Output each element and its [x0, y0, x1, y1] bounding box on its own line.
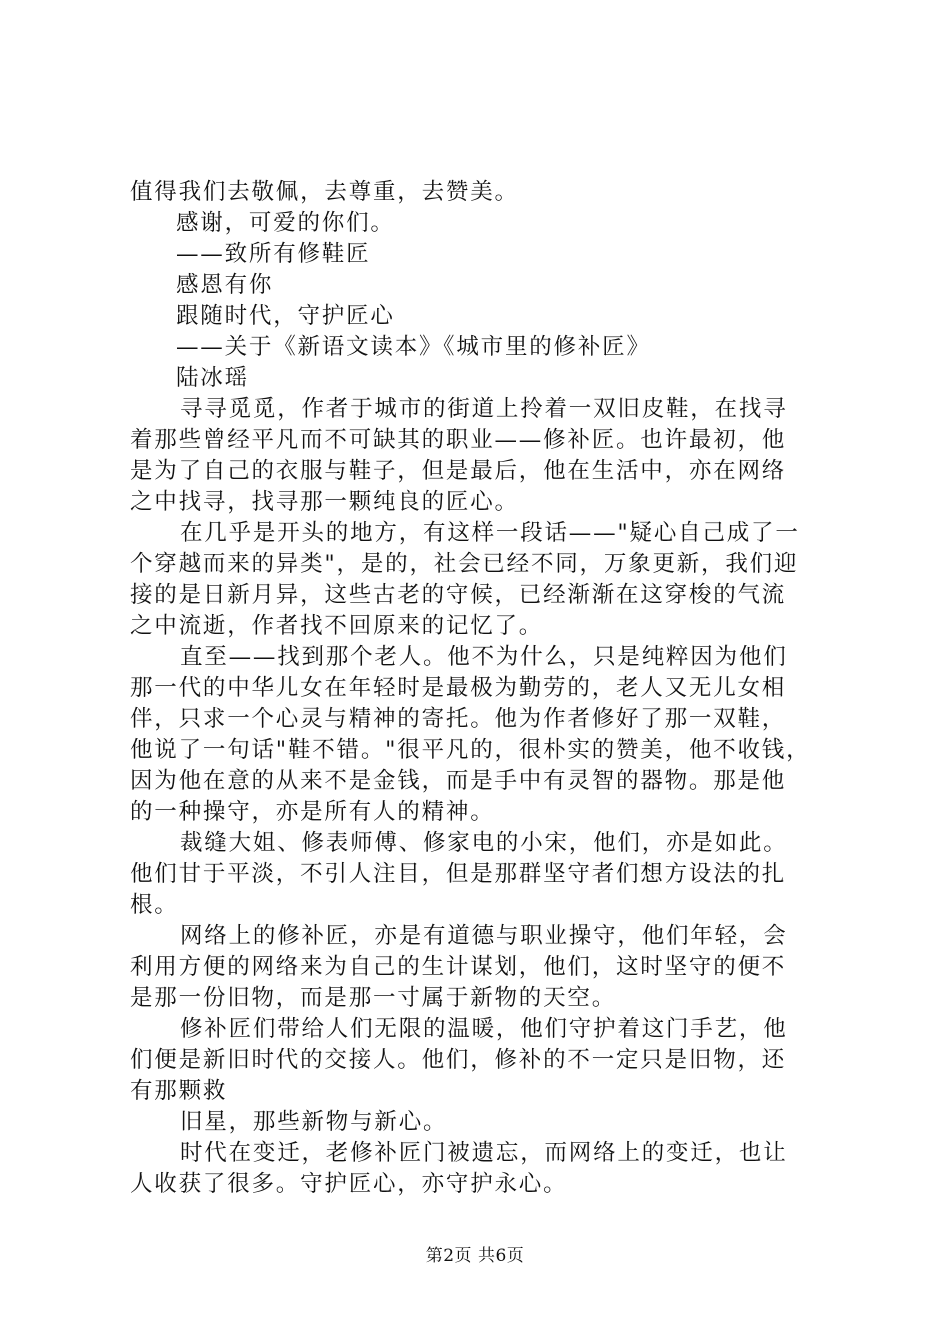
paragraph-line: 利用方便的网络来为自己的生计谋划，他们，这时坚守的便不 — [130, 954, 787, 980]
section-title: 感恩有你 — [176, 272, 274, 298]
paragraph-line: 在几乎是开头的地方，有这样一段话——"疑心自己成了一 — [180, 520, 800, 546]
paragraph-line: 直至——找到那个老人。他不为什么，只是纯粹因为他们 — [180, 644, 788, 670]
paragraph — [130, 1138, 830, 1200]
paragraph-line: 是那一份旧物，而是那一寸属于新物的天空。 — [130, 985, 617, 1011]
paragraph — [130, 518, 830, 642]
paragraph-line: 之中流逝，作者找不回原来的记忆了。 — [130, 613, 544, 639]
dedication-line: ——致所有修鞋匠 — [176, 241, 371, 267]
paragraph-line: 接的是日新月异，这些古老的守候，已经渐渐在这穿梭的气流 — [130, 582, 787, 608]
paragraph-line: 着那些曾经平凡而不可缺其的职业——修补匠。也许最初，他 — [130, 427, 787, 453]
paragraph — [130, 394, 830, 518]
page-number: 第2页 共6页 — [425, 1246, 525, 1266]
paragraph-line: 因为他在意的从来不是金钱，而是手中有灵智的器物。那是他 — [130, 768, 787, 794]
text-line: 感谢，可爱的你们。 — [176, 210, 395, 236]
paragraph-line: 网络上的修补匠，亦是有道德与职业操守，他们年轻，会 — [180, 923, 788, 949]
paragraph-line: 的一种操守，亦是所有人的精神。 — [130, 799, 495, 825]
paragraph-line: 是为了自己的衣服与鞋子，但是最后，他在生活中，亦在网络 — [130, 458, 787, 484]
paragraph-line: 修补匠们带给人们无限的温暖，他们守护着这门手艺，他 — [180, 1016, 788, 1042]
paragraph-line: 寻寻觅觅，作者于城市的街道上拎着一双旧皮鞋，在找寻 — [180, 396, 788, 422]
paragraph-line: 伴，只求一个心灵与精神的寄托。他为作者修好了那一双鞋， — [130, 706, 787, 732]
paragraph-line: 们便是新旧时代的交接人。他们，修补的不一定只是旧物，还 — [130, 1047, 787, 1073]
paragraph-line: 他们甘于平淡，不引人注目，但是那群坚守者们想方设法的扎 — [130, 861, 787, 887]
paragraph-line: 个穿越而来的异类"，是的，社会已经不同，万象更新，我们迎 — [130, 551, 799, 577]
paragraph-line: 时代在变迁，老修补匠门被遗忘，而网络上的变迁，也让 — [180, 1140, 788, 1166]
paragraph — [130, 642, 830, 828]
paragraph-line: 之中找寻，找寻那一颗纯良的匠心。 — [130, 489, 519, 515]
author-name: 陆冰瑶 — [176, 365, 249, 391]
paragraph — [130, 1107, 830, 1138]
text-line: 值得我们去敬佩，去尊重，去赞美。 — [130, 179, 519, 205]
article-subtitle: ——关于《新语文读本》《城市里的修补匠》 — [176, 334, 651, 360]
paragraph-line: 有那颗救 — [130, 1078, 228, 1104]
paragraph-line: 裁缝大姐、修表师傅、修家电的小宋，他们，亦是如此。 — [180, 830, 788, 856]
document-body — [130, 177, 830, 1200]
paragraph — [130, 1014, 830, 1107]
paragraph-line: 根。 — [130, 892, 179, 918]
paragraph-line: 人收获了很多。守护匠心，亦守护永心。 — [130, 1171, 568, 1197]
paragraph-line: 旧星，那些新物与新心。 — [180, 1109, 448, 1135]
paragraph-line: 那一代的中华儿女在年轻时是最极为勤劳的，老人又无儿女相 — [130, 675, 787, 701]
paragraph — [130, 828, 830, 921]
paragraph — [130, 921, 830, 1014]
article-title: 跟随时代，守护匠心 — [176, 303, 395, 329]
paragraph-line: 他说了一句话"鞋不错。"很平凡的，很朴实的赞美，他不收钱， — [130, 737, 811, 763]
